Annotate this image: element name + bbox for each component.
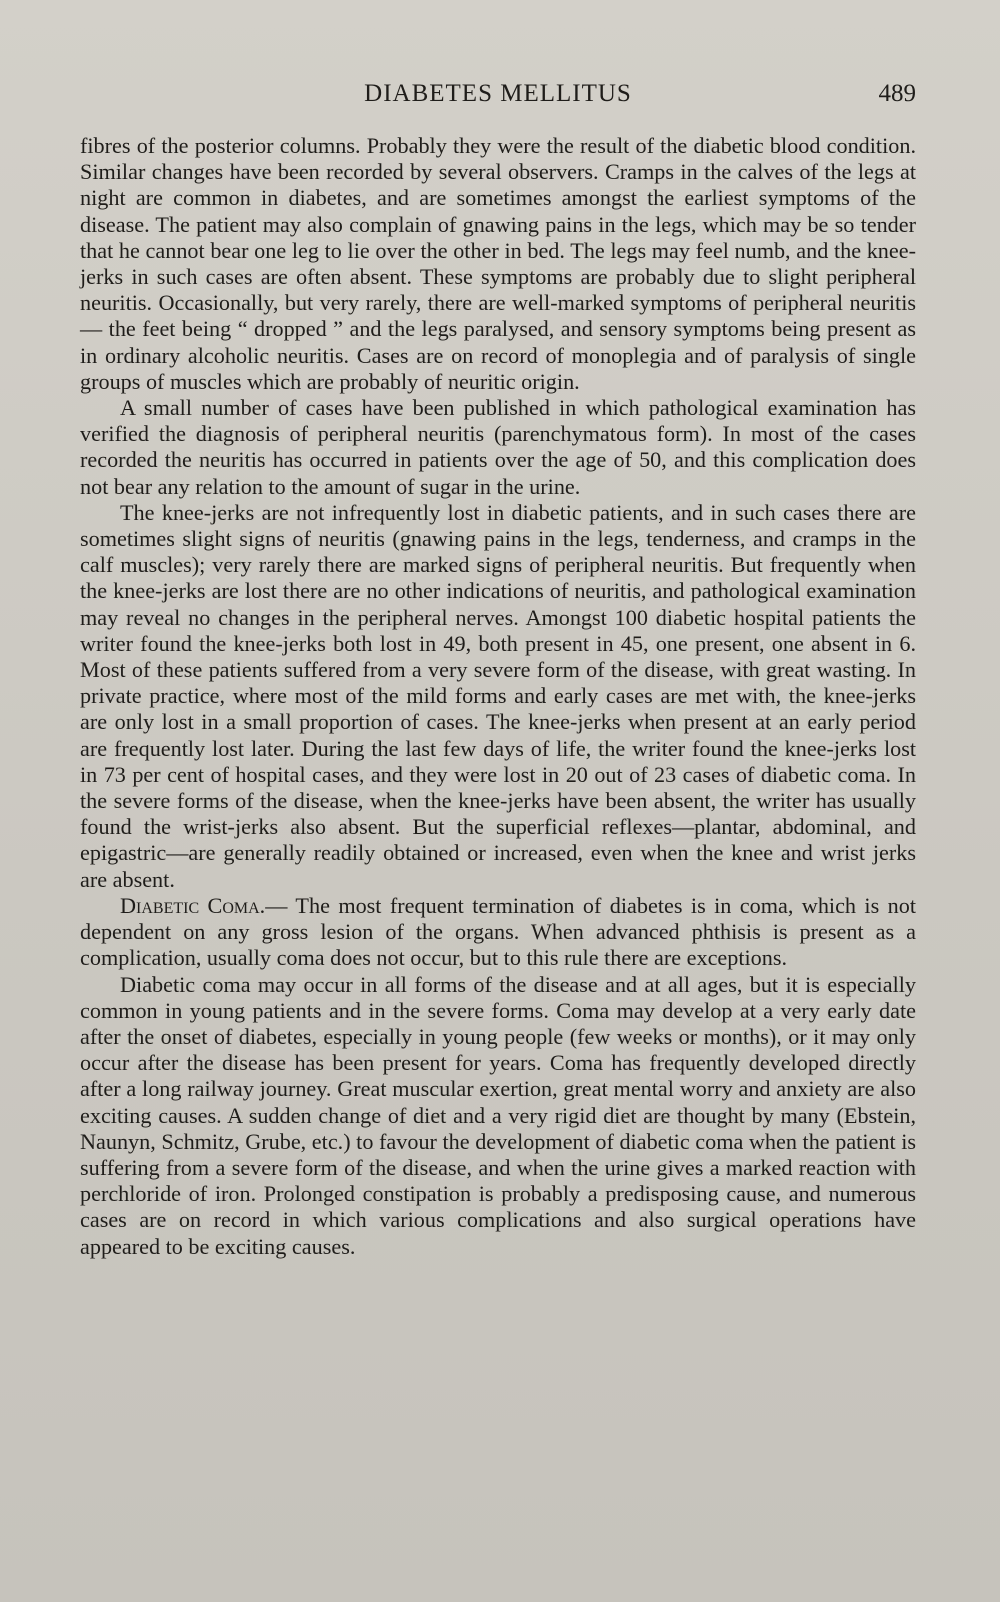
paragraph-2-text: A small number of cases have been published in which pathological examination has verified the diagnosis of peripheral neuritis (parenchymatous form). In most of the cases recorded the neuritis has occurred in patients over the age of 50, and this complication does not bear any relation to the amount of sugar in the urine. xyxy=(80,395,916,499)
paragraph-5-text: Diabetic coma may occur in all forms of the disease and at all ages, but it is especially common in young patients and in the severe forms. Coma may develop at a very early date after the onset of diabetes, especially in young people (few weeks or months), or it may only occur after the disease has been present for years. Coma has frequently developed directly after a long railway journey. Great muscular exertion, great mental worry and anxiety are also exciting causes. A sudden change of diet and a very rigid diet are thought by many (Ebstein, Naunyn, Schmitz, Grube, etc.) to favour the development of diabetic coma when the patient is suffering from a severe form of the disease, and when the urine gives a marked reaction with perchloride of iron. Prolonged constipation is probably a predisposing cause, and numerous cases are on record in which various complications and also surgical operations have appeared to be exciting causes. xyxy=(80,971,916,1259)
paragraph-5 xyxy=(80,972,916,1260)
paragraph-3-text: The knee-jerks are not infrequently lost in diabetic patients, and in such cases there are sometimes slight signs of neuritis (gnawing pains in the legs, tenderness, and cramps in the calf muscles); very rarely there are marked signs of peripheral neuritis. But frequently when the knee-jerks are lost there are no other indications of neuritis, and pathological examination may reveal no changes in the peripheral nerves. Amongst 100 diabetic hospital patients the writer found the knee-jerks both lost in 49, both present in 45, one present, one absent in 6. Most of these patients suffered from a very severe form of the disease, with great wasting. In private practice, where most of the mild forms and early cases are met with, the knee-jerks are only lost in a small proportion of cases. The knee-jerks when present at an early period are frequently lost later. During the last few days of life, the writer found the knee-jerks lost in 73 per cent of hospital cases, and they were lost in 20 out of 23 cases of diabetic coma. In the severe forms of the disease, when the knee-jerks have been absent, the writer has usually found the wrist-jerks also absent. But the superficial reflexes—plantar, abdominal, and epigastric—are generally readily obtained or increased, even when the knee and wrist jerks are absent. xyxy=(80,499,916,892)
paragraph-3 xyxy=(80,500,916,893)
paragraph-4 xyxy=(80,893,916,972)
body-text xyxy=(80,133,916,1260)
paragraph-4-text: — The most frequent termination of diabetes is in coma, which is not dependent on any gross lesion of the organs. When advanced phthisis is present as a complication, usually coma does not occur, but to this rule there are exceptions. xyxy=(80,892,916,971)
paragraph-1-text: fibres of the posterior columns. Probably they were the result of the diabetic blood condition. Similar changes have been recorded by several observers. Cramps in the calves of the legs at night are common in diabetes, and are sometimes amongst the earliest symptoms of the disease. The patient may also complain of gnawing pains in the legs, which may be so tender that he cannot bear one leg to lie over the other in bed. The legs may feel numb, and the knee-jerks in such cases are often absent. These symptoms are probably due to slight peripheral neuritis. Occasionally, but very rarely, there are well-marked symptoms of peripheral neuritis— the feet being “ dropped ” and the legs paralysed, and sensory symptoms being present as in ordinary alcoholic neuritis. Cases are on record of monoplegia and of paralysis of single groups of muscles which are probably of neuritic origin. xyxy=(80,133,916,394)
page-number: 489 xyxy=(878,80,916,107)
section-heading-diabetic-coma: Diabetic Coma. xyxy=(120,892,266,918)
paragraph-1 xyxy=(80,133,916,395)
running-title: DIABETES MELLITUS xyxy=(364,80,632,107)
paragraph-2 xyxy=(80,395,916,500)
page-header xyxy=(80,80,916,114)
